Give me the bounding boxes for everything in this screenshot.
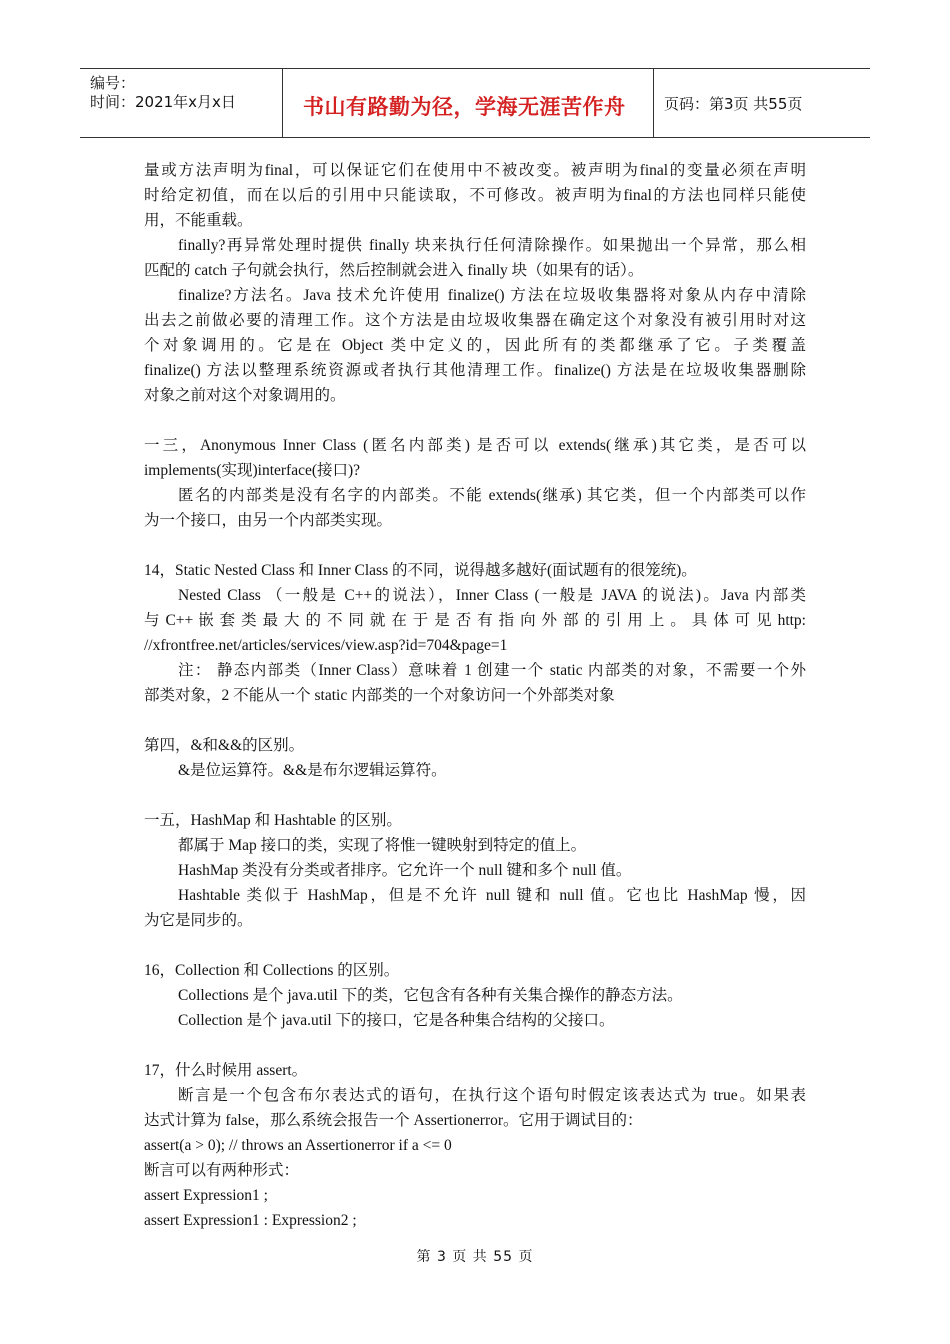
text-line: implements(实现)interface(接口)? <box>144 462 361 479</box>
text-line: &是位运算符。&&是布尔逻辑运算符。 <box>178 762 447 779</box>
text-line: finally?再异常处理时提供 finally 块来执行任何清除操作。如果抛出一个异常，那么相 <box>178 237 806 254</box>
text-line: 都属于 Map 接口的类，实现了将惟一键映射到特定的值上。 <box>178 837 587 854</box>
page-header <box>80 68 870 138</box>
header-motto-cell <box>283 69 654 137</box>
text-line: 14，Static Nested Class 和 Inner Class 的不同，说得越多越好(面试题有的很笼统)。 <box>144 562 697 579</box>
text-line: assert(a > 0); // throws an Assertionerror if a <= 0 <box>144 1137 452 1154</box>
text-line: finalize() 方法以整理系统资源或者执行其他清理工作。finalize() 方法是在垃圾收集器删除 <box>144 362 806 379</box>
document-number-label: 编号： <box>90 74 136 92</box>
text-line: 一三，Anonymous Inner Class (匿名内部类) 是否可以 extends(继承)其它类，是否可以 <box>144 437 806 454</box>
text-line: 用，不能重载。 <box>144 212 253 229</box>
text-line: Collection 是个 java.util 下的接口，它是各种集合结构的父接口。 <box>178 1012 615 1029</box>
text-line: 出去之前做必要的清理工作。这个方法是由垃圾收集器在确定这个对象没有被引用时对这 <box>144 312 806 329</box>
text-line: 为它是同步的。 <box>144 912 253 929</box>
blank-line <box>144 933 806 958</box>
text-line: 16，Collection 和 Collections 的区别。 <box>144 962 400 979</box>
text-line: 与 C++ 嵌 套 类 最 大 的 不 同 就 在 于 是 否 有 指 向 外 部 的 引 用 上 。 具 体 可 见 http: <box>144 612 806 629</box>
header-page-cell <box>654 69 870 137</box>
text-line: 第四，&和&&的区别。 <box>144 737 305 754</box>
header-motto: 书山有路勤为径，学海无涯苦作舟 <box>303 95 626 119</box>
text-line: 对象之前对这个对象调用的。 <box>144 387 346 404</box>
document-date: 时间：2021年x月x日 <box>90 93 236 111</box>
text-line: Nested Class （一般是 C++的说法），Inner Class (一般是 JAVA 的说法)。Java 内部类 <box>178 587 806 604</box>
text-line: assert Expression1 : Expression2 ; <box>144 1212 357 1229</box>
text-line: 部类对象，2 不能从一个 static 内部类的一个对象访问一个外部类对象 <box>144 687 615 704</box>
text-line: 注： 静态内部类（Inner Class）意味着 1 创建一个 static 内部类的对象，不需要一个外 <box>178 662 806 679</box>
text-line: 达式计算为 false，那么系统会报告一个 Assertionerror。它用于调试目的： <box>144 1112 643 1129</box>
text-line: 量或方法声明为final，可以保证它们在使用中不被改变。被声明为final的变量必须在声明 <box>144 162 806 179</box>
document-body <box>144 158 806 1233</box>
text-line: 匹配的 catch 子句就会执行，然后控制就会进入 finally 块（如果有的话）。 <box>144 262 644 279</box>
blank-line <box>144 783 806 808</box>
blank-line <box>144 533 806 558</box>
blank-line <box>144 708 806 733</box>
header-page-info: 页码：第3页 共55页 <box>664 95 803 113</box>
blank-line <box>144 1033 806 1058</box>
text-line: 时给定初值，而在以后的引用中只能读取，不可修改。被声明为final的方法也同样只能使 <box>144 187 806 204</box>
text-line: Collections 是个 java.util 下的类，它包含有各种有关集合操作的静态方法。 <box>178 987 683 1004</box>
text-line: 17，什么时候用 assert。 <box>144 1062 308 1079</box>
text-line: finalize?方法名。Java 技术允许使用 finalize() 方法在垃圾收集器将对象从内存中清除 <box>178 287 806 304</box>
text-line: //xfrontfree.net/articles/services/view.asp?id=704&page=1 <box>144 637 508 654</box>
page-footer: 第 3 页 共 55 页 <box>416 1249 534 1265</box>
text-line: 为一个接口，由另一个内部类实现。 <box>144 512 393 529</box>
text-line: 匿名的内部类是没有名字的内部类。不能 extends(继承) 其它类，但一个内部类可以作 <box>178 487 806 504</box>
text-line: Hashtable 类似于 HashMap，但是不允许 null 键和 null 值。它也比 HashMap 慢，因 <box>178 887 806 904</box>
text-line: 一五，HashMap 和 Hashtable 的区别。 <box>144 812 402 829</box>
text-line: assert Expression1 ; <box>144 1187 268 1204</box>
text-line: HashMap 类没有分类或者排序。它允许一个 null 键和多个 null 值。 <box>178 862 632 879</box>
header-meta <box>80 69 283 137</box>
text-line: 断言是一个包含布尔表达式的语句，在执行这个语句时假定该表达式为 true。如果表 <box>178 1087 806 1104</box>
blank-line <box>144 408 806 433</box>
text-line: 断言可以有两种形式： <box>144 1162 300 1179</box>
text-line: 个对象调用的。它是在 Object 类中定义的，因此所有的类都继承了它。子类覆盖 <box>144 337 806 354</box>
